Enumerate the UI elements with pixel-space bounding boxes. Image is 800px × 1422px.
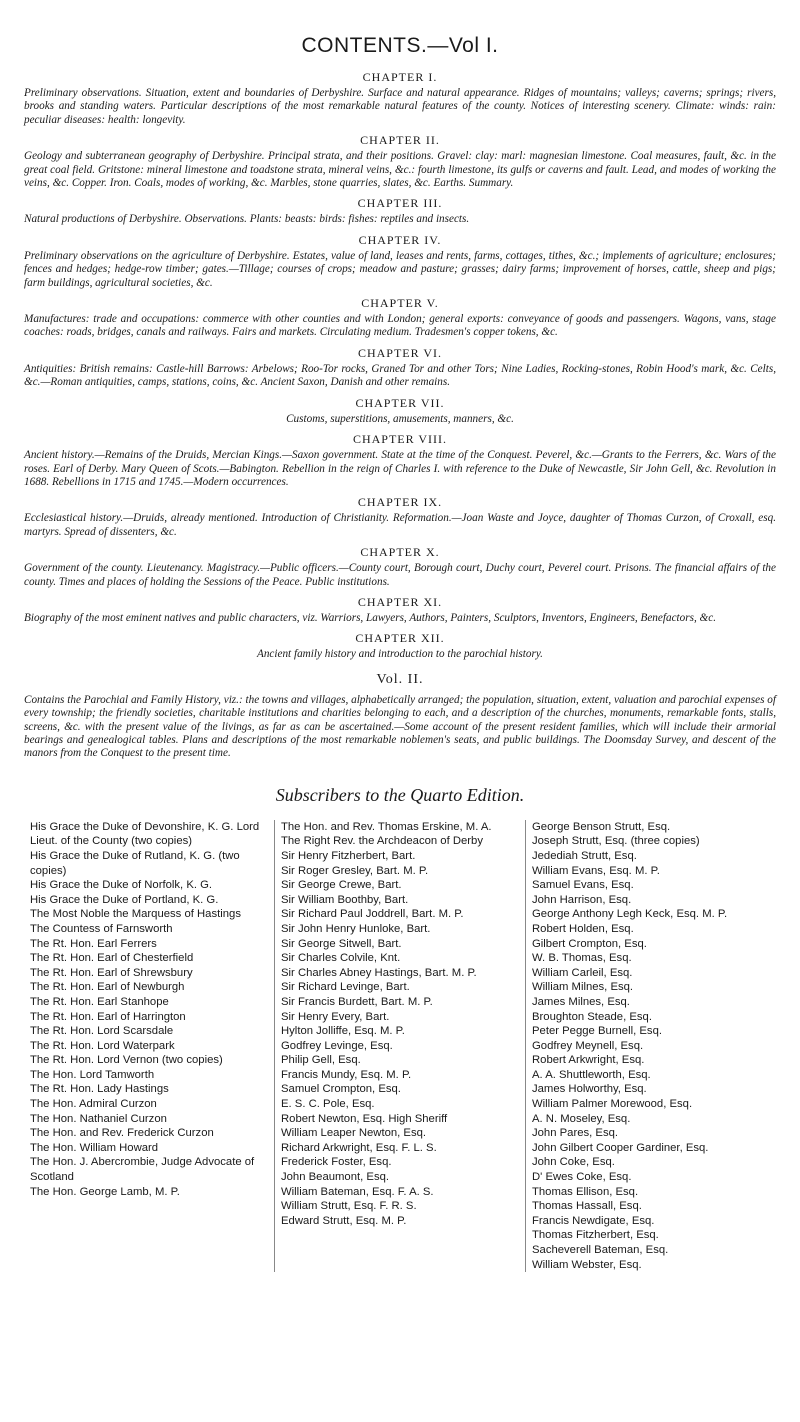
chapter-heading: CHAPTER IV.: [358, 232, 442, 247]
volume-2-section: [24, 672, 776, 761]
subscriber-entry: The Hon. Admiral Curzon: [30, 1098, 157, 1111]
subscriber-entry: Sir Charles Colvile, Knt.: [281, 952, 401, 965]
subscribers-column-3: [525, 820, 776, 1272]
subscriber-entry: A. A. Shuttleworth, Esq.: [532, 1068, 651, 1081]
chapter-7: [24, 396, 776, 426]
subscriber-entry: His Grace the Duke of Devonshire, K. G. Lord Lieut. of the County (two copies): [30, 820, 260, 848]
subscriber-entry: George Anthony Legh Keck, Esq. M. P.: [532, 908, 728, 921]
subscriber-entry: Sir Henry Fitzherbert, Bart.: [281, 849, 416, 862]
chapter-11: [24, 595, 776, 625]
subscriber-entry: John Pares, Esq.: [532, 1127, 619, 1140]
chapter-list: [24, 70, 776, 662]
chapter-heading: CHAPTER III.: [357, 196, 443, 211]
subscriber-entry: Peter Pegge Burnell, Esq.: [532, 1025, 662, 1038]
subscriber-entry: The Hon. and Rev. Frederick Curzon: [30, 1127, 214, 1140]
subscriber-entry: Robert Arkwright, Esq.: [532, 1054, 645, 1067]
subscriber-entry: George Benson Strutt, Esq.: [532, 820, 671, 833]
subscriber-entry: Sir Charles Abney Hastings, Bart. M. P.: [281, 966, 477, 979]
subscriber-entry: William Strutt, Esq. F. R. S.: [281, 1200, 417, 1213]
subscriber-entry: James Milnes, Esq.: [532, 995, 630, 1008]
subscriber-entry: D' Ewes Coke, Esq.: [532, 1171, 632, 1184]
subscriber-entry: Richard Arkwright, Esq. F. L. S.: [281, 1141, 437, 1154]
subscriber-entry: The Most Noble the Marquess of Hastings: [30, 908, 241, 921]
subscriber-entry: Thomas Fitzherbert, Esq.: [532, 1229, 659, 1242]
chapter-1: [24, 70, 776, 127]
subscriber-entry: William Webster, Esq.: [532, 1258, 642, 1271]
chapter-summary: Antiquities: British remains: Castle-hill Barrows: Arbelows; Roo-Tor rocks, Graned Tor and other Tors; Nine Ladies, Rocking-stones, Robin Hood's mark, &c. Celts, &c.—Roman antiquities, camps, stations, coins, &c. Ancient Saxon, Danish and other remains.: [24, 362, 776, 389]
chapter-summary: Ancient history.—Remains of the Druids, Mercian Kings.—Saxon government. State at the time of the Conquest. Peverel, &c.—Grants to the Ferrers, &c. Wars of the roses. Earl of Derby. Mary Queen of Scots.—Babington. Rebellion in the reign of Charles I. with reference to the Duke of Newcastle, Sir John Gell, &c. Revolution in 1688. Rebellions in 1715 and 1745.—Modern occurrences.: [24, 449, 776, 488]
subscriber-entry: Sir Roger Gresley, Bart. M. P.: [281, 864, 429, 877]
chapter-summary: Biography of the most eminent natives and public characters, viz. Warriors, Lawyers, Authors, Painters, Sculptors, Inventors, Engineers, Benefactors, &c.: [24, 611, 717, 624]
chapter-heading: CHAPTER II.: [360, 133, 440, 148]
subscriber-entry: The Rt. Hon. Earl Ferrers: [30, 937, 157, 950]
chapter-heading: CHAPTER VIII.: [352, 432, 448, 447]
chapter-heading: CHAPTER I.: [362, 70, 438, 84]
subscribers-columns: [24, 820, 776, 1272]
chapter-summary: Customs, superstitions, amusements, manners, &c.: [286, 412, 514, 425]
chapter-summary: Government of the county. Lieutenancy. Magistracy.—Public officers.—County court, Borough court, Duchy court, Peverel court. Prisons. The financial affairs of the county. Times and places of holding the Sessions of the Peace. Public institutions.: [24, 562, 776, 588]
chapter-2: [24, 133, 776, 190]
subscriber-entry: A. N. Moseley, Esq.: [532, 1112, 631, 1125]
chapter-heading: CHAPTER XII.: [355, 631, 445, 646]
subscriber-entry: His Grace the Duke of Norfolk, K. G.: [30, 879, 213, 892]
chapter-summary: Geology and subterranean geography of Derbyshire. Principal strata, and their positions. Gravel: clay: marl: magnesian limestone. Coal measures, fault, &c. in the great coal field. Gritstone: mineral limestone and toadstone strata, mineral veins, &c.: fourth limestone, its gulfs or caverns and fault. Lead, and modes of working the veins, &c. Copper. Iron. Coals, modes of working, &c. Marbles, stone quarries, slates, &c. Earths. Summary.: [24, 150, 776, 190]
subscribers-section: [24, 785, 776, 1272]
subscriber-entry: Godfrey Meynell, Esq.: [532, 1039, 644, 1052]
subscriber-entry: The Rt. Hon. Lord Waterpark: [30, 1039, 175, 1052]
chapter-summary: Preliminary observations. Situation, extent and boundaries of Derbyshire. Surface and natural appearance. Ridges of mountains; valleys; caverns; springs; rivers, brooks and standing waters. Particular descriptions of the most remarkable natural features of the county. Notices of interesting scenery. Climate: winds: rain: peculiar diseases: health: longevity.: [24, 87, 776, 126]
chapter-heading: CHAPTER VI.: [357, 345, 443, 360]
chapter-heading: CHAPTER IX.: [357, 495, 443, 510]
subscriber-entry: Samuel Evans, Esq.: [532, 879, 634, 892]
subscriber-entry: Gilbert Crompton, Esq.: [532, 937, 647, 950]
subscriber-entry: Joseph Strutt, Esq. (three copies): [532, 835, 700, 848]
subscribers-column-2: [274, 820, 525, 1272]
subscriber-entry: His Grace the Duke of Portland, K. G.: [30, 893, 219, 906]
subscriber-entry: Samuel Crompton, Esq.: [281, 1083, 401, 1096]
subscriber-entry: William Leaper Newton, Esq.: [281, 1127, 427, 1140]
subscriber-entry: The Rt. Hon. Earl Stanhope: [30, 995, 169, 1008]
subscriber-entry: Robert Holden, Esq.: [532, 922, 634, 935]
subscribers-column-1: [24, 820, 274, 1272]
chapter-summary: Preliminary observations on the agriculture of Derbyshire. Estates, value of land, leases and rents, farms, cottages, tithes, &c.; implements of agriculture; enclosures; fences and hedges; hedge-row timber; gates.—Tillage; courses of crops; meadow and pasture; grasses; dairy farms; improvement of horses, cattle, sheep and pigs; farm buildings, agricultural societies, &c.: [24, 249, 776, 289]
chapter-summary: Ancient family history and introduction to the parochial history.: [257, 648, 543, 661]
chapter-3: [24, 196, 776, 226]
subscriber-entry: John Coke, Esq.: [532, 1156, 615, 1169]
subscriber-entry: The Rt. Hon. Lady Hastings: [30, 1083, 169, 1096]
subscriber-entry: The Hon. J. Abercrombie, Judge Advocate of Scotland: [30, 1156, 255, 1184]
subscriber-entry: E. S. C. Pole, Esq.: [281, 1098, 375, 1111]
subscriber-entry: The Rt. Hon. Earl of Chesterfield: [30, 952, 194, 965]
subscriber-entry: John Gilbert Cooper Gardiner, Esq.: [532, 1141, 709, 1154]
subscriber-entry: Broughton Steade, Esq.: [532, 1010, 652, 1023]
subscriber-entry: Robert Newton, Esq. High Sheriff: [281, 1112, 448, 1125]
chapter-heading: CHAPTER XI.: [357, 594, 443, 609]
subscriber-entry: Sir Henry Every, Bart.: [281, 1010, 390, 1023]
subscriber-entry: The Rt. Hon. Earl of Newburgh: [30, 981, 185, 994]
subscriber-entry: Frederick Foster, Esq.: [281, 1156, 392, 1169]
chapter-8: [24, 432, 776, 489]
subscriber-entry: Sir John Henry Hunloke, Bart.: [281, 922, 431, 935]
subscriber-entry: His Grace the Duke of Rutland, K. G. (two copies): [30, 849, 240, 877]
subscriber-entry: Sir Richard Levinge, Bart.: [281, 981, 410, 994]
subscriber-entry: Hylton Jolliffe, Esq. M. P.: [281, 1025, 405, 1038]
page-title: CONTENTS.—Vol I.: [301, 34, 499, 57]
subscriber-entry: The Rt. Hon. Lord Vernon (two copies): [30, 1054, 223, 1067]
volume-summary: Contains the Parochial and Family History, viz.: the towns and villages, alphabetically arranged; the population, situation, extent, valuation and parochial expenses of every township; the friendly societies, charitable institutions and charities belonging to each, and a description of the churches, monuments, remarkable fonts, stalls, screens, &c. with the present value of the livings, as far as can be ascertained.—Some account of the present resident families, which will include their armorial bearings and genealogical tables. Plans and descriptions of the most remarkable noblemen's seats, and public buildings. The Doomsday Survey, and descent of the manors from the Conquest to the present time.: [24, 693, 776, 760]
subscriber-entry: William Bateman, Esq. F. A. S.: [281, 1185, 434, 1198]
subscriber-entry: James Holworthy, Esq.: [532, 1083, 647, 1096]
subscriber-entry: The Hon. Nathaniel Curzon: [30, 1112, 167, 1125]
subscriber-entry: The Hon. Lord Tamworth: [30, 1068, 155, 1081]
subscriber-entry: The Rt. Hon. Earl of Harrington: [30, 1010, 186, 1023]
subscriber-entry: Sir George Crewe, Bart.: [281, 879, 402, 892]
subscriber-entry: The Countess of Farnsworth: [30, 922, 173, 935]
subscriber-entry: The Hon. George Lamb, M. P.: [30, 1185, 180, 1198]
subscriber-entry: Sir George Sitwell, Bart.: [281, 937, 402, 950]
chapter-10: [24, 545, 776, 589]
subscribers-title: Subscribers to the Quarto Edition.: [275, 784, 525, 805]
chapter-12: [24, 631, 776, 661]
subscriber-entry: Sacheverell Bateman, Esq.: [532, 1244, 669, 1256]
chapter-heading: CHAPTER X.: [360, 545, 440, 560]
subscriber-entry: William Milnes, Esq.: [532, 981, 634, 994]
subscriber-entry: William Evans, Esq. M. P.: [532, 864, 660, 877]
subscriber-entry: Edward Strutt, Esq. M. P.: [281, 1214, 407, 1227]
chapter-heading: CHAPTER V.: [361, 296, 439, 311]
subscriber-entry: Thomas Ellison, Esq.: [532, 1185, 639, 1198]
chapter-9: [24, 495, 776, 539]
subscriber-entry: John Beaumont, Esq.: [281, 1171, 390, 1184]
subscriber-entry: Sir Francis Burdett, Bart. M. P.: [281, 995, 433, 1008]
subscriber-entry: The Hon. and Rev. Thomas Erskine, M. A.: [281, 820, 492, 833]
chapter-summary: Manufactures: trade and occupations: commerce with other counties and with London; general exports: conveyance of goods and passengers. Wagons, vans, stage coaches: roads, bridges, canals and railways. Fairs and markets. Circulating medium. Tradesmen's copper tokens, &c.: [24, 313, 776, 339]
subscriber-entry: Thomas Hassall, Esq.: [532, 1200, 642, 1213]
subscriber-entry: Godfrey Levinge, Esq.: [281, 1039, 393, 1052]
chapter-4: [24, 233, 776, 290]
subscriber-entry: The Rt. Hon. Earl of Shrewsbury: [30, 966, 193, 979]
subscriber-entry: William Palmer Morewood, Esq.: [532, 1098, 693, 1111]
subscriber-entry: Sir William Boothby, Bart.: [281, 893, 409, 906]
subscriber-entry: Francis Newdigate, Esq.: [532, 1214, 655, 1227]
subscriber-entry: Philip Gell, Esq.: [281, 1054, 361, 1067]
subscriber-entry: William Carleil, Esq.: [532, 966, 633, 979]
subscriber-entry: The Right Rev. the Archdeacon of Derby: [281, 835, 483, 848]
subscriber-entry: Jedediah Strutt, Esq.: [532, 849, 637, 862]
subscriber-entry: John Harrison, Esq.: [532, 893, 632, 906]
chapter-5: [24, 296, 776, 340]
subscriber-entry: The Rt. Hon. Lord Scarsdale: [30, 1025, 174, 1038]
chapter-summary: Ecclesiastical history.—Druids, already mentioned. Introduction of Christianity. Reformation.—Joan Waste and Joyce, daughter of Thomas Curzon, of Croxall, esq. martyrs. Spread of dissenters, &c.: [24, 512, 776, 538]
subscriber-entry: Francis Mundy, Esq. M. P.: [281, 1068, 412, 1081]
volume-heading: Vol. II.: [376, 671, 424, 687]
chapter-6: [24, 346, 776, 390]
chapter-heading: CHAPTER VII.: [355, 395, 445, 410]
subscriber-entry: W. B. Thomas, Esq.: [532, 952, 632, 965]
subscriber-entry: The Hon. William Howard: [30, 1141, 159, 1154]
subscriber-entry: Sir Richard Paul Joddrell, Bart. M. P.: [281, 908, 464, 921]
chapter-summary: Natural productions of Derbyshire. Observations. Plants: beasts: birds: fishes: reptiles and insects.: [24, 213, 470, 226]
